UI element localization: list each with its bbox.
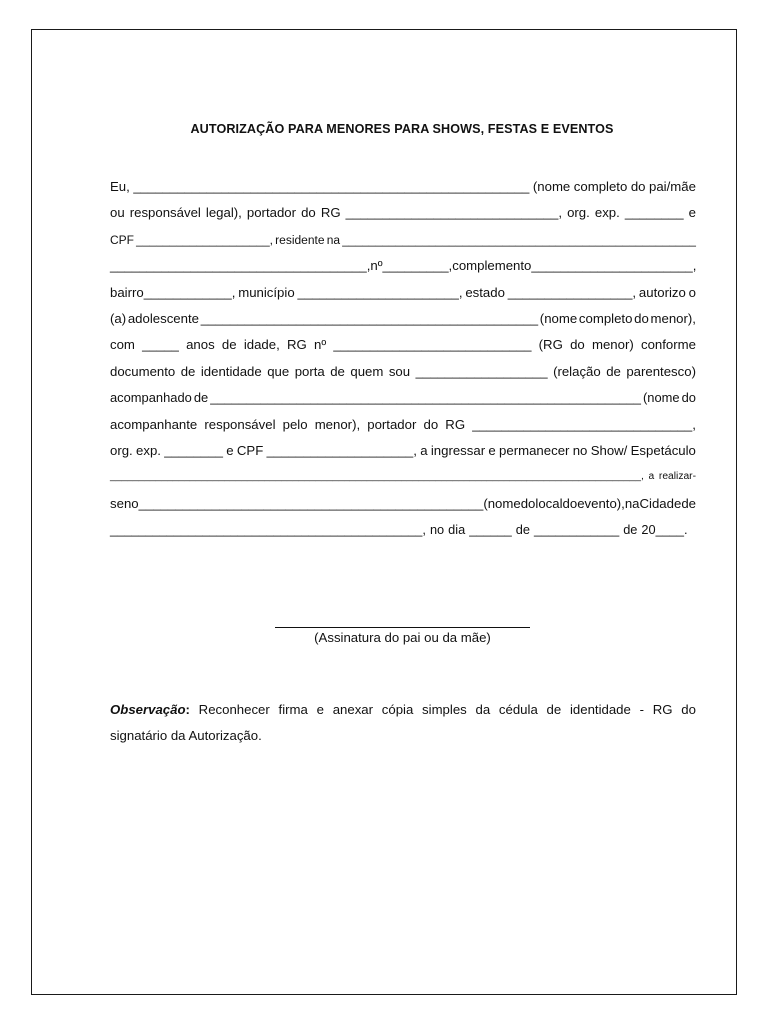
document-title: AUTORIZAÇÃO PARA MENORES PARA SHOWS, FESTAS E EVENTOS (190, 122, 614, 136)
body-word: pai/mãe (649, 179, 696, 194)
body-word: CPF (236, 442, 264, 458)
body-word: portador (367, 416, 417, 432)
body-word: que (267, 363, 290, 379)
body-word: ou (110, 205, 125, 221)
body-line (110, 359, 696, 385)
body-word: menor), (314, 416, 361, 432)
body-word: RG (286, 337, 307, 353)
signature-caption: (Assinatura do pai ou da mãe) (314, 630, 491, 645)
body-word: local (535, 495, 563, 511)
body-word: de (221, 337, 237, 353)
fill-in-blank: ___________________________________, (110, 258, 371, 274)
body-word: (nome (532, 179, 571, 194)
fill-in-blank: ____________ (534, 522, 620, 538)
body-word: responsável (204, 416, 276, 432)
body-line (110, 412, 696, 438)
body-line (110, 306, 696, 332)
body-word: do (570, 337, 585, 353)
body-line (110, 227, 696, 253)
observation-word: Reconhecer (198, 702, 270, 717)
observation-word: anexar (332, 702, 374, 717)
observation-line (110, 697, 696, 723)
fill-in-blank: ______________________________, (472, 416, 696, 432)
body-word: idade, (243, 337, 280, 353)
body-word: identidade (200, 363, 262, 379)
body-word: porta (294, 363, 325, 379)
body-word: de (330, 363, 345, 379)
observation-word: cédula (498, 702, 538, 717)
observation-line-2: signatário da Autorização. (110, 728, 262, 744)
observation-word: RG (652, 702, 673, 717)
body-word: org. (567, 205, 590, 221)
observation-word: da (475, 702, 491, 717)
body-line (110, 200, 696, 226)
body-word: de (681, 495, 696, 511)
body-word: ingressar (430, 442, 486, 458)
observation-word: de (546, 702, 562, 717)
body-line (110, 174, 696, 200)
body-word: menor) (591, 337, 634, 353)
body-word: e (688, 205, 696, 221)
fill-in-blank: _________, (382, 258, 453, 274)
body-word: do (630, 179, 646, 194)
body-word: (a) (110, 310, 127, 326)
body-word: anos (186, 337, 215, 353)
observation-word: simples (422, 702, 467, 717)
fill-in-blank: ________ (164, 442, 223, 458)
body-word: município (238, 284, 295, 300)
body-word: CPF (110, 232, 134, 247)
body-word: RG (445, 416, 466, 432)
fill-in-blank: ______________________, (531, 258, 697, 274)
body-word: Show/ (590, 442, 628, 458)
body-word: sou (388, 363, 411, 379)
body-line (110, 464, 696, 490)
body-word: do (681, 390, 696, 406)
authorization-body (110, 174, 696, 543)
body-word: e (488, 442, 496, 458)
body-word: do (301, 205, 316, 221)
observation-word: - (639, 702, 644, 717)
body-word: org. (110, 442, 133, 458)
body-word: menor), (650, 310, 696, 326)
body-word: Cidade (639, 495, 682, 511)
observation-word: e (316, 702, 324, 717)
observation-word: firma (278, 702, 308, 717)
body-word: pelo (282, 416, 308, 432)
body-word: na (624, 495, 640, 511)
body-word: na (326, 232, 341, 247)
body-word: complemento (452, 258, 532, 274)
body-line (110, 385, 696, 411)
observation-word: identidade (569, 702, 631, 717)
observation-colon: : (185, 702, 190, 717)
body-word: quem (350, 363, 384, 379)
fill-in-blank: ______________________________________________________ (133, 179, 530, 194)
fill-in-blank: 20____. (641, 522, 688, 538)
body-word: a (420, 442, 428, 458)
body-word: completo (573, 179, 628, 194)
body-word: RG (320, 205, 341, 221)
body-word: (nome (483, 495, 521, 511)
observation-line (110, 723, 696, 749)
body-word: com (110, 337, 135, 353)
fill-in-blank: ______________________, (297, 284, 463, 300)
body-line (110, 280, 696, 306)
signature-line (275, 627, 530, 628)
fill-in-blank: _________________, (507, 284, 637, 300)
body-word: de (193, 390, 209, 406)
body-word: de (606, 363, 621, 379)
body-word: exp. (594, 205, 620, 221)
body-word: legal), (205, 205, 242, 221)
observation-word: cópia (381, 702, 414, 717)
body-word: nº (370, 258, 383, 274)
body-word: responsável (129, 205, 201, 221)
fill-in-blank: ____________________________________________________________ (210, 390, 641, 406)
body-word: documento (110, 363, 176, 379)
body-word: conforme (641, 337, 696, 353)
body-word: permanecer (499, 442, 570, 458)
body-word: portador (246, 205, 297, 221)
body-word: exp. (136, 442, 161, 458)
body-word: (nome (539, 310, 578, 326)
observation-block (110, 697, 696, 750)
body-word: acompanhado (110, 390, 192, 406)
fill-in-blank: ___________________________ (333, 337, 532, 353)
body-word: de (623, 522, 638, 538)
body-word: do (562, 495, 578, 511)
body-word: (RG (538, 337, 563, 353)
body-line (110, 253, 696, 279)
body-word: de (180, 363, 196, 379)
fill-in-blank: __________________ (415, 363, 548, 379)
fill-in-blank: ____________________, (266, 442, 417, 458)
fill-in-blank: _____________________________________________________________________________________________, (110, 471, 644, 483)
body-word: realizar- (658, 471, 696, 483)
body-word: parentesco) (626, 363, 696, 379)
fill-in-blank: ______________________________________________ (200, 310, 539, 326)
body-word: evento), (577, 495, 625, 511)
fill-in-blank: ____________________________________________, (110, 522, 426, 538)
fill-in-blank: _____________________________________________________ (342, 232, 696, 247)
observation-label: Observação (110, 702, 186, 717)
body-line (110, 332, 696, 358)
fill-in-blank: ____________________, (136, 232, 273, 247)
fill-in-blank: _______________________________________________ (138, 495, 484, 511)
body-word: no (429, 522, 445, 538)
fill-in-blank: bairro____________, (110, 284, 236, 300)
body-word: dia (448, 522, 466, 538)
body-word: completo (578, 310, 633, 326)
body-word: adolescente (127, 310, 199, 326)
body-word: de (515, 522, 530, 538)
body-word: do (423, 416, 439, 432)
body-word: autorizo (638, 284, 686, 300)
body-word: se (110, 495, 124, 511)
observation-heading (110, 697, 190, 723)
fill-in-blank: ________ (624, 205, 684, 221)
body-line (110, 491, 696, 517)
body-word: residente (275, 232, 325, 247)
body-line (110, 517, 696, 543)
body-word: no (572, 442, 588, 458)
body-word: do (634, 310, 649, 326)
fill-in-blank: _____ (142, 337, 179, 353)
body-word: acompanhante (110, 416, 198, 432)
body-line (110, 438, 696, 464)
fill-in-blank: ______ (469, 522, 512, 538)
body-word: nº (314, 337, 327, 353)
body-word: estado (465, 284, 505, 300)
body-word: o (688, 284, 696, 300)
body-word: (relação (553, 363, 601, 379)
body-word: Espetáculo (630, 442, 696, 458)
body-word: a (648, 471, 655, 483)
fill-in-blank: _____________________________, (345, 205, 563, 221)
body-word: (nome (642, 390, 680, 406)
observation-word: do (681, 702, 696, 717)
body-word: do (520, 495, 536, 511)
body-word: e (226, 442, 234, 458)
body-word: no (123, 495, 139, 511)
body-word: Eu, (110, 179, 130, 194)
